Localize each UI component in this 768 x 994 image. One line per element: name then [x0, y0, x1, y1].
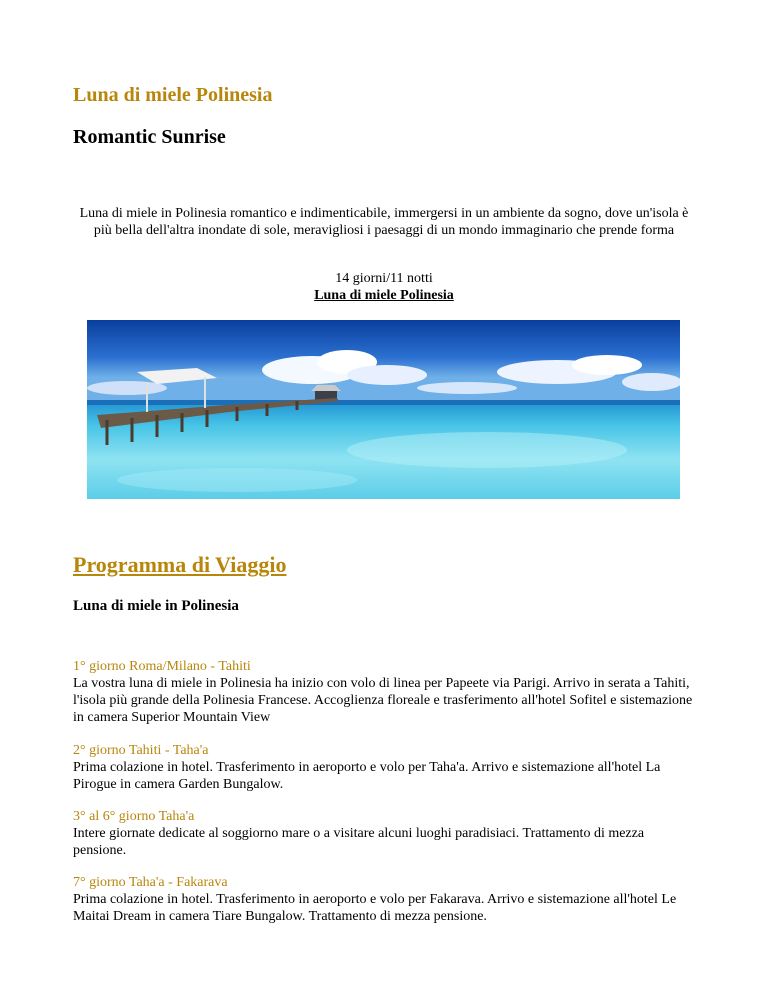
package-link[interactable]: Luna di miele Polinesia — [314, 288, 454, 303]
itinerary-day — [73, 658, 695, 726]
lagoon-photo — [87, 320, 680, 499]
itinerary-day — [73, 808, 695, 859]
day-heading: 7° giorno Taha'a - Fakarava — [73, 875, 228, 890]
day-heading: 2° giorno Tahiti - Taha'a — [73, 743, 209, 758]
itinerary-day — [73, 874, 695, 925]
section-subtitle: Luna di miele in Polinesia — [73, 598, 239, 614]
day-description: Intere giornate dedicate al soggiorno mare o a visitare alcuni luoghi paradisiaci. Trattamento di mezza pensione. — [73, 826, 645, 858]
itinerary-day — [73, 742, 695, 793]
day-description: Prima colazione in hotel. Trasferimento in aeroporto e volo per Taha'a. Arrivo e sistemazione all'hotel La Pirogue in camera Garden Bungalow. — [73, 760, 661, 792]
section-title[interactable]: Programma di Viaggio — [73, 552, 287, 577]
page-subtitle: Romantic Sunrise — [73, 126, 226, 148]
duration-text: 14 giorni/11 notti — [335, 271, 433, 286]
day-heading: 1° giorno Roma/Milano - Tahiti — [73, 659, 251, 674]
duration-block — [73, 270, 695, 304]
day-description: Prima colazione in hotel. Trasferimento in aeroporto e volo per Fakarava. Arrivo e sistemazione all'hotel Le Maitai Dream in camera Tiare Bungalow. Trattamento di mezza pensione. — [73, 892, 677, 924]
day-description: La vostra luna di miele in Polinesia ha inizio con volo di linea per Papeete via Parigi. Arrivo in serata a Tahiti, l'isola più grande della Polinesia Francese. Accoglienza floreale e trasferimento all'hotel Sofitel e sistemazione in camera Superior Mountain View — [73, 676, 693, 725]
page-title: Luna di miele Polinesia — [73, 84, 273, 106]
day-heading: 3° al 6° giorno Taha'a — [73, 809, 195, 824]
intro-paragraph: Luna di miele in Polinesia romantico e indimenticabile, immergersi in un ambiente da sogno, dove un'isola è più bella dell'altra inondate di sole, meravigliosi i paesaggi di un mondo immaginario che prende forma — [79, 206, 689, 238]
